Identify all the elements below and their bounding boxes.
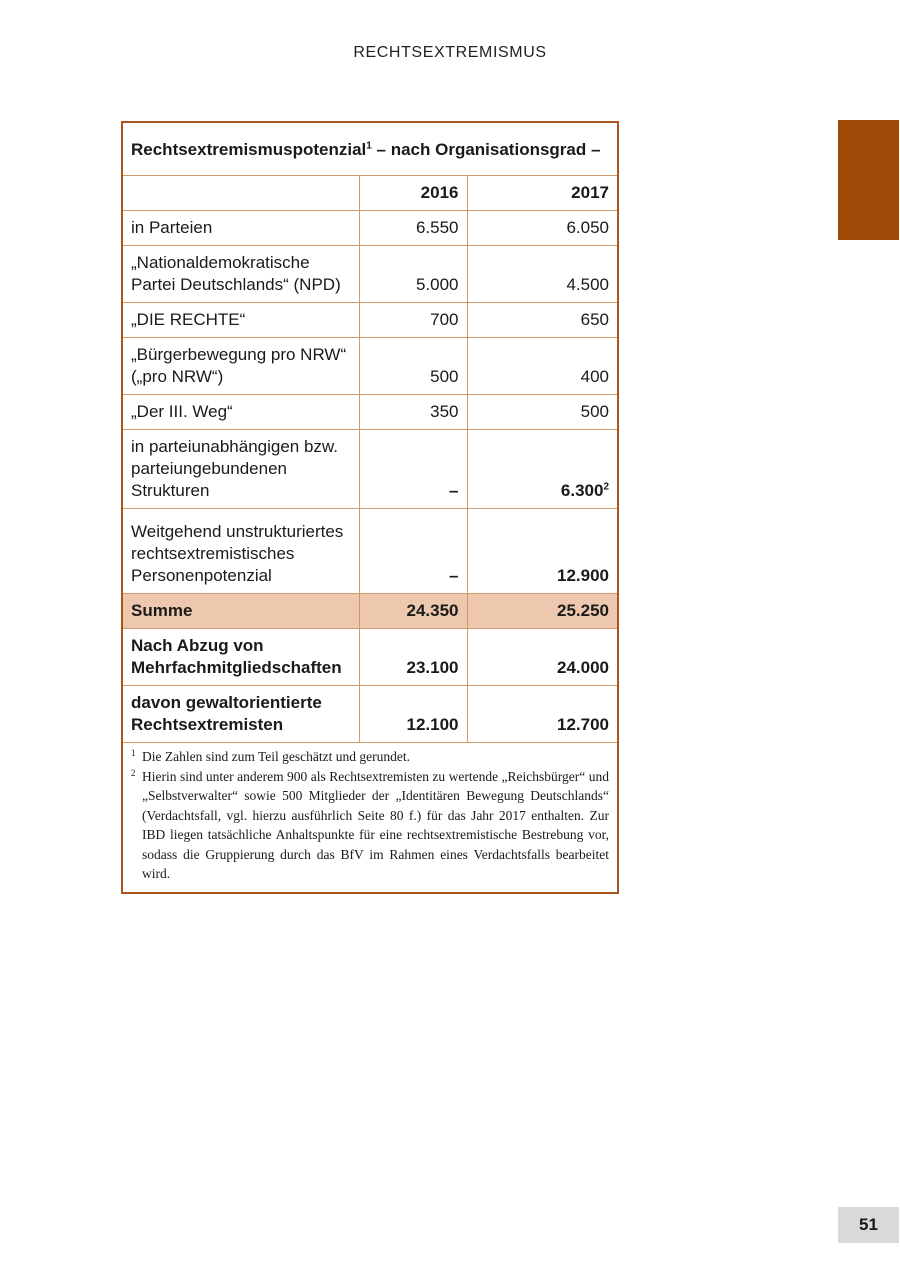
value-2016: 23.100 — [359, 629, 467, 686]
sum-row — [123, 594, 617, 629]
table-header-row — [123, 176, 617, 211]
value-2016: 6.550 — [359, 211, 467, 246]
chapter-tab-marker — [838, 120, 899, 240]
row-label: Weitgehend unstrukturiertes rechtsextremistisches Personenpotenzial — [123, 509, 359, 594]
table-row — [123, 629, 617, 686]
value-2016: 500 — [359, 338, 467, 395]
table-row — [123, 246, 617, 303]
header-2016: 2016 — [359, 176, 467, 211]
page-number: 51 — [838, 1207, 899, 1243]
potential-table — [123, 123, 617, 743]
table-title-row — [123, 123, 617, 176]
footnote-1 — [131, 747, 609, 767]
value-2017: 650 — [467, 303, 617, 338]
footnote-mark: 2 — [131, 767, 136, 778]
row-label: Summe — [123, 594, 359, 629]
row-label: in parteiunabhängigen bzw. parteiungebundenen Strukturen — [123, 430, 359, 509]
value-2016: 350 — [359, 395, 467, 430]
value-2017: 400 — [467, 338, 617, 395]
table-row — [123, 430, 617, 509]
table-title: Rechtsextremismuspotenzial$^1$ – nach Organisationsgrad – — [123, 123, 617, 176]
table-row — [123, 338, 617, 395]
header-2017: 2017 — [467, 176, 617, 211]
footnote-text: Hierin sind unter anderem 900 als Rechtsextremisten zu wertende „Reichsbürger“ und „Selbstverwalter“ sowie 500 Mitglieder der „Identitären Bewegung Deutschlands“ (Verdachtsfall, vgl. hierzu ausführlich Seite 80 f.) für das Jahr 2017 enthalten. Zur IBD liegen tatsächliche Anhaltspunkte für eine rechtsextremistische Bestrebung vor, sodass die Gruppierung durch das BfV im Rahmen eines Verdachtsfalls bearbeitet wird. — [142, 768, 609, 881]
running-head: RECHTSEXTREMISMUS — [353, 44, 547, 61]
table-row — [123, 509, 617, 594]
value-2017: 25.250 — [467, 594, 617, 629]
value-2016: 5.000 — [359, 246, 467, 303]
value-2017: 6.050 — [467, 211, 617, 246]
table-row — [123, 211, 617, 246]
value-2017: 4.500 — [467, 246, 617, 303]
value-2016: – — [359, 509, 467, 594]
row-label: „Nationaldemokratische Partei Deutschlands“ (NPD) — [123, 246, 359, 303]
row-label: Nach Abzug von Mehrfachmitgliedschaften — [123, 629, 359, 686]
footnote-mark: 1 — [131, 748, 136, 758]
footnote-2 — [131, 767, 609, 884]
value-2017: 24.000 — [467, 629, 617, 686]
header-empty-cell — [123, 176, 359, 211]
value-2017: 12.900 — [467, 509, 617, 594]
value-2017: 12.700 — [467, 686, 617, 743]
row-label: davon gewaltorientierte Rechtsextremisten — [123, 686, 359, 743]
value-2017: 500 — [467, 395, 617, 430]
footnotes — [123, 743, 617, 892]
table-row — [123, 395, 617, 430]
value-2016: 12.100 — [359, 686, 467, 743]
table-row — [123, 303, 617, 338]
value-2016: 24.350 — [359, 594, 467, 629]
table-row — [123, 686, 617, 743]
row-label: in Parteien — [123, 211, 359, 246]
value-2016: – — [359, 430, 467, 509]
row-label: „DIE RECHTE“ — [123, 303, 359, 338]
potential-table-box — [121, 121, 619, 894]
row-label: „Bürgerbewegung pro NRW“ („pro NRW“) — [123, 338, 359, 395]
footnote-text: Die Zahlen sind zum Teil geschätzt und gerundet. — [142, 749, 410, 764]
value-2016: 700 — [359, 303, 467, 338]
row-label: „Der III. Weg“ — [123, 395, 359, 430]
value-2017: 6.300$^2$ — [467, 430, 617, 509]
